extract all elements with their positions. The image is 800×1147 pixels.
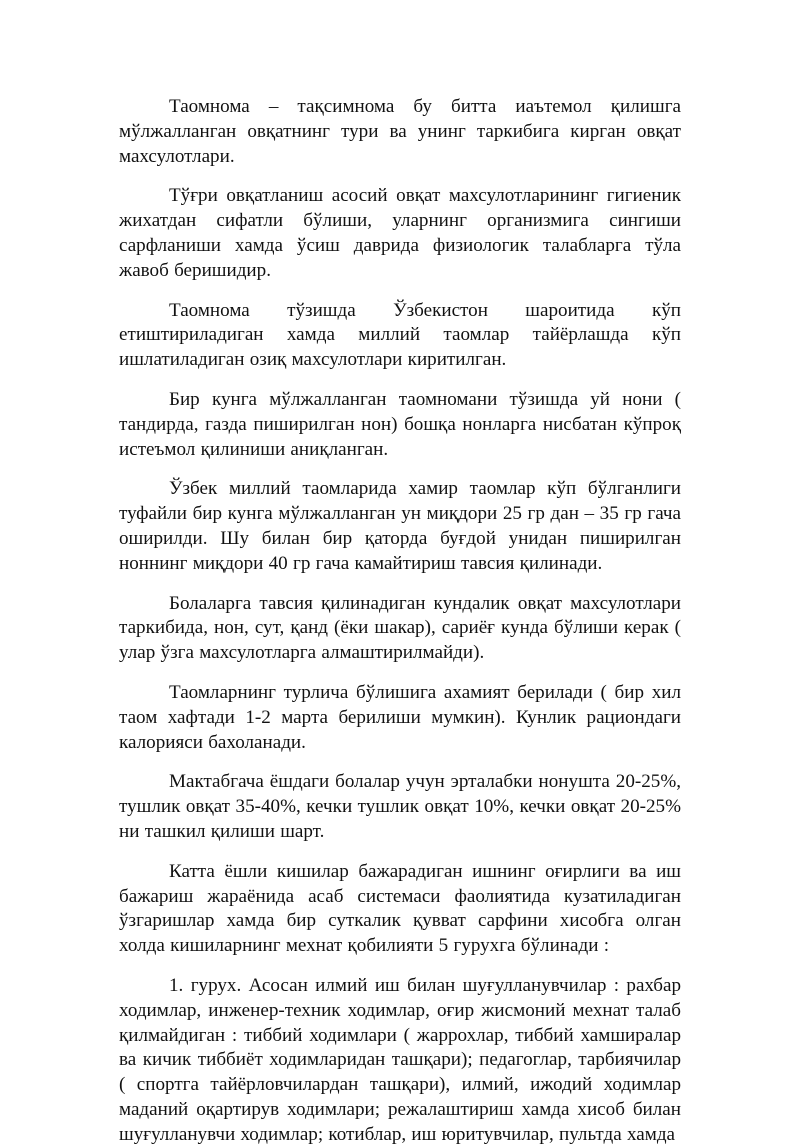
paragraph-2: Тўғри овқатланиш асосий овқат махсулотларининг гигиеник жихатдан сифатли бўлиши, уларнинг организмига сингиши сарфланиши хамда ўсиш даврида физиологик талабларга тўла жавоб беришидир. [119,185,681,281]
paragraph-9: Катта ёшли кишилар бажарадиган ишнинг оғирлиги ва иш бажариш жараёнида асаб системаси фаолиятида кузатиладиган ўзгаришлар хамда бир суткалик қувват сарфини хисобга олган холда кишиларнинг мехнат қобилияти 5 гурухга бўлинади : [119,860,681,957]
paragraph-7: Таомларнинг турлича бўлишига ахамият берилади ( бир хил таом хафтади 1-2 марта берилиши мумкин). Кунлик рациондаги калорияси бахоланади. [119,681,681,753]
paragraph-10: 1. гурух. Асосан илмий иш билан шуғулланувчилар : рахбар ходимлар, инженер-техник ходимлар, оғир жисмоний мехнат талаб қилмайдиган : тиббий ходимлари ( жаррохлар, тиббий хамширалар ва кичик тиббиёт ходимларидан ташқари); педагоглар, тарбиячилар ( спортга тайёрловчилардан ташқари), илмий, ижодий ходимлар маданий оқартирув ходимлари; режалаштириш хамда хисоб билан шуғулланувчи ходимлар; котиблар, иш юритувчилар, пультда хамда [119,974,681,1145]
paragraph-3: Таомнома тўзишда Ўзбекистон шароитида кўп етиштириладиган хамда миллий таомлар тайёрлашда кўп ишлатиладиган озиқ махсулотлари киритилган. [119,299,681,371]
document-page [119,95,681,1147]
paragraph-6: Болаларга тавсия қилинадиган кундалик овқат махсулотлари таркибида, нон, сут, қанд (ёки шакар), сариёғ кунда бўлиши керак ( улар ўзга махсулотларга алмаштирилмайди). [119,592,681,664]
paragraph-5: Ўзбек миллий таомларида хамир таомлар кўп бўлганлиги туфайли бир кунга мўлжалланган ун миқдори 25 гр дан – 35 гр гача оширилди. Шу билан бир қаторда буғдой унидан пиширилган ноннинг миқдори 40 гр гача камайтириш тавсия қилинади. [119,478,681,574]
paragraph-8: Мактабгача ёшдаги болалар учун эрталабки нонушта 20-25%, тушлик овқат 35-40%, кечки тушлик овқат 10%, кечки овқат 20-25% ни ташкил қилиши шарт. [119,771,681,842]
paragraph-4: Бир кунга мўлжалланган таомномани тўзишда уй нони ( тандирда, газда пиширилган нон) бошқа нонларга нисбатан кўпроқ истеъмол қилиниши аниқланган. [119,388,681,460]
paragraph-1: Таомнома – тақсимнома бу битта иаътемол қилишга мўлжалланган овқатнинг тури ва унинг таркибига кирган овқат махсулотлари. [119,96,681,167]
